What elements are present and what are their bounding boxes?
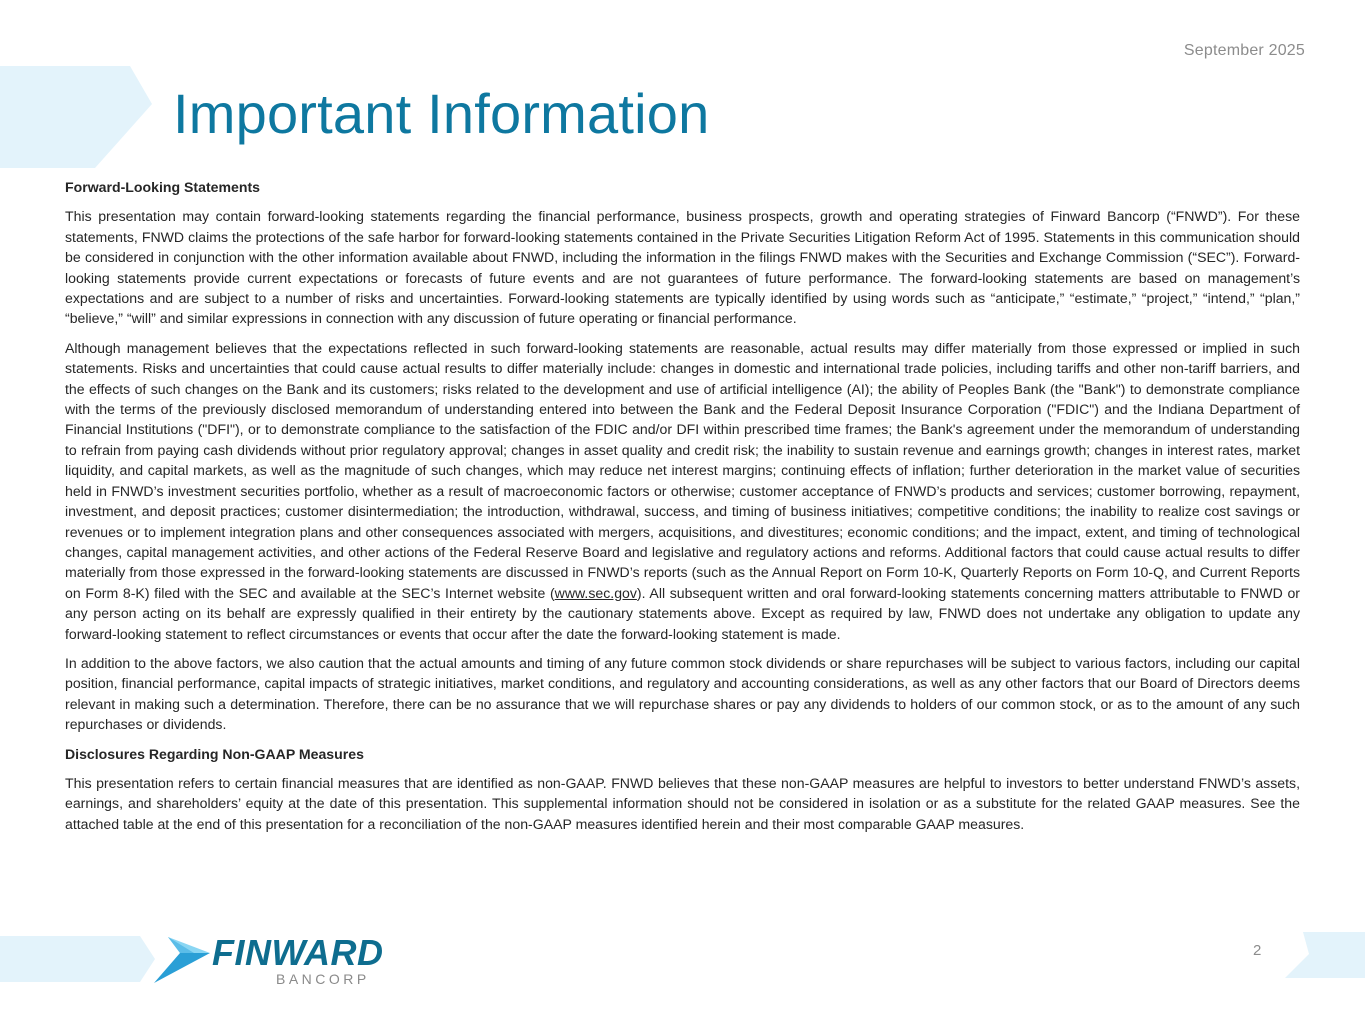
risk-factors-text-continued: ). All subsequent written and oral forward-looking statements concerning matters attributable to FNWD or any person acting on its behalf are expressly qualified in their entirety by the cautionary statements above. Except as required by law, FNWD does not undertake any obligation to update any forward-looking statement to reflect circumstances or events that occur after the date the forward-looking statement is made. [65,584,1300,642]
finward-bancorp-logo [154,932,384,991]
paragraph-dividends-caution: In addition to the above factors, we also caution that the actual amounts and timing of any future common stock dividends or share repurchases will be subject to various factors, including our capital position, financial performance, capital impacts of strategic initiatives, market conditions, and regulatory and accounting considerations, as well as any other factors that our Board of Directors deems relevant in making such a determination. Therefore, there can be no assurance that we will repurchase shares or pay any dividends to holders of our common stock, or as to the amount of any such repurchases or dividends. [65,654,1300,733]
header-chevron-decoration [0,66,152,168]
paragraph-risk-factors [65,338,1300,644]
risk-factors-text: Although management believes that the expectations reflected in such forward-looking statements are reasonable, actual results may differ materially from those expressed or implied in such statements. Risks and uncertainties that could cause actual results to differ materially include: changes in domestic and international trade policies, including tariffs and other non-tariff barriers, and the effects of such changes on the Bank and its customers; risks related to the development and use of artificial intelligence (AI); the ability of Peoples Bank (the "Bank") to demonstrate compliance with the terms of the previously disclosed memorandum of understanding entered into between the Bank and the Federal Deposit Insurance Corporation ("FDIC") and the Indiana Department of Financial Institutions ("DFI"), or to demonstrate compliance to the satisfaction of the FDIC and/or DFI within prescribed time frames; the Bank's agreement under the memorandum of understanding to refrain from paying cash dividends without prior regulatory approval; changes in asset quality and credit risk; the inability to sustain revenue and earnings growth; changes in interest rates, market liquidity, and capital markets, as well as the magnitude of such changes, which may reduce net interest margins; continuing effects of inflation; further deterioration in the market value of securities held in FNWD’s investment securities portfolio, whether as a result of macroeconomic factors or otherwise; customer acceptance of FNWD’s products and services; customer borrowing, repayment, investment, and deposit practices; customer disintermediation; the introduction, withdrawal, success, and timing of business initiatives; competitive conditions; the inability to realize cost savings or revenues or to implement integration plans and other consequences associated with mergers, acquisitions, and divestitures; economic conditions; and the impact, extent, and timing of technological changes, capital management activities, and other actions of the Federal Reserve Board and legislative and regulatory actions and reforms. Additional factors that could cause actual results to differ materially from those expressed in the forward-looking statements are discussed in FNWD’s reports (such as the Annual Report on Form 10-K, Quarterly Reports on Form 10-Q, and Current Reports on Form 8-K) filed with the SEC and available at the SEC’s Internet website ( [65,339,1300,601]
footer-chevron-decoration-right [1285,932,1365,978]
date-label: September 2025 [1183,42,1305,59]
page-number: 2 [1253,942,1262,959]
logo-arrow-icon [154,937,210,983]
disclaimer-content [65,177,1300,843]
section-heading-forward-looking: Forward-Looking Statements [65,179,260,195]
logo-wordmark: FINWARD [212,932,384,973]
footer-chevron-decoration-left [0,936,155,982]
paragraph-non-gaap: This presentation refers to certain financial measures that are identified as non-GAAP. FNWD believes that these non-GAAP measures are helpful to investors to better understand FNWD’s assets, earnings, and shareholders’ equity at the date of this presentation. This supplemental information should not be considered in isolation or as a substitute for the related GAAP measures. See the attached table at the end of this presentation for a reconciliation of the non-GAAP measures identified herein and their most comparable GAAP measures. [65,774,1300,832]
paragraph-forward-looking-intro: This presentation may contain forward-looking statements regarding the financial performance, business prospects, growth and operating strategies of Finward Bancorp (“FNWD”). For these statements, FNWD claims the protections of the safe harbor for forward-looking statements contained in the Private Securities Litigation Reform Act of 1995. Statements in this communication should be considered in conjunction with the other information available about FNWD, including the information in the filings FNWD makes with the Securities and Exchange Commission (“SEC”). Forward-looking statements provide current expectations or forecasts of future events and are not guarantees of future performance. The forward-looking statements are based on management’s expectations and are subject to a number of risks and uncertainties. Forward-looking statements are typically identified by using words such as “anticipate,” “estimate,” “project,” “intend,” “plan,” “believe,” “will” and similar expressions in connection with any discussion of future operating or financial performance. [65,208,1300,327]
page-title: Important Information [173,82,710,145]
sec-website-link[interactable]: www.sec.gov [554,584,637,601]
section-heading-non-gaap: Disclosures Regarding Non-GAAP Measures [65,745,364,762]
logo-subtitle: BANCORP [276,971,370,987]
